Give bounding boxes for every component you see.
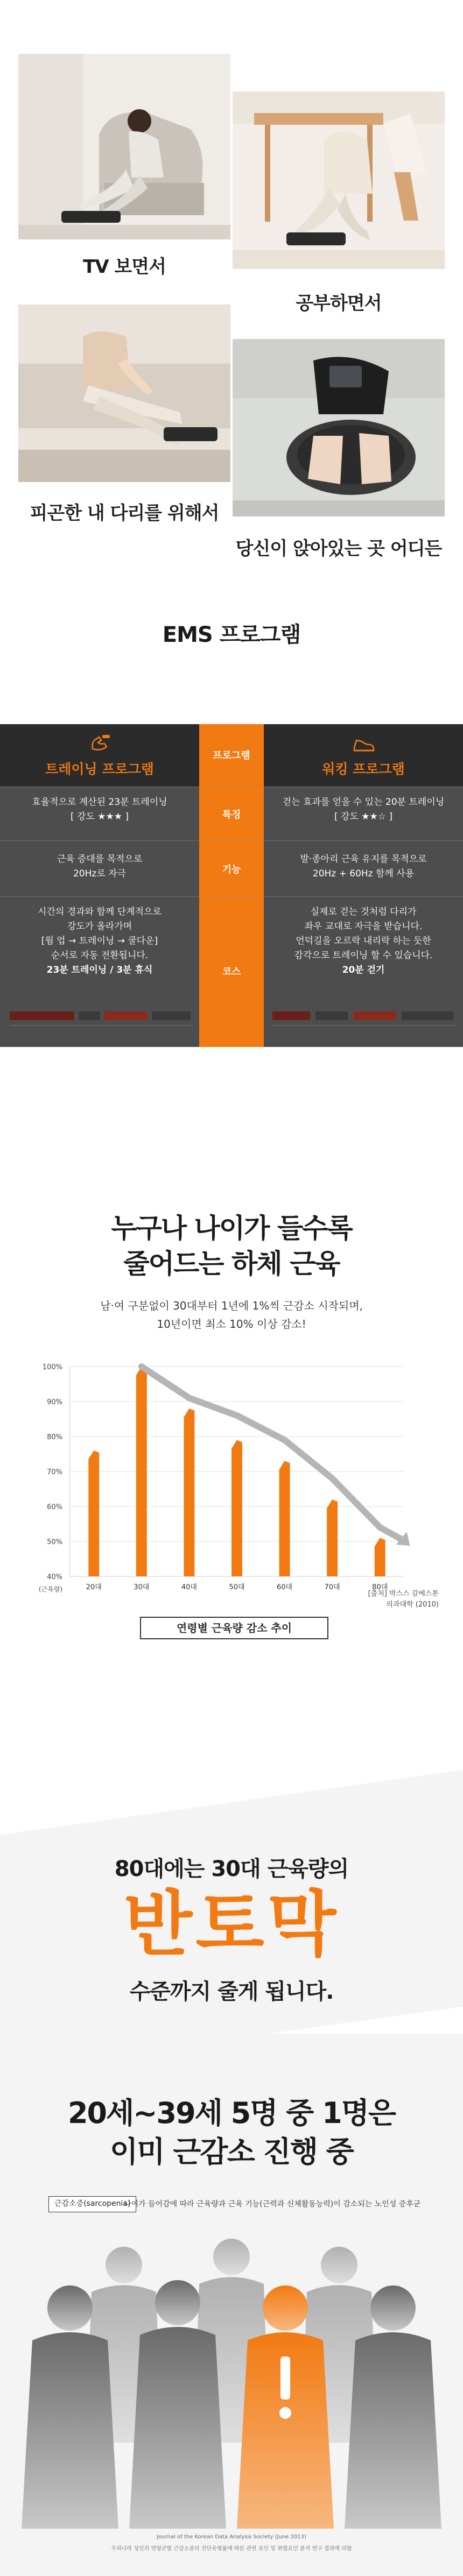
usage-photo-tv	[18, 54, 230, 239]
usage-photo-anywhere	[233, 339, 445, 516]
training-header	[0, 724, 199, 787]
caption-tired-legs: 피곤한 내 다리를 위해서	[30, 503, 219, 524]
chart-bar	[232, 1440, 242, 1577]
walking-course-diagram	[272, 1010, 455, 1032]
row-label-function: 기능	[222, 864, 241, 875]
sarcopenia-tag: 근감소증(sarcopenia)	[48, 2196, 136, 2212]
walking-course-line: 언덕길을 오르락 내리락 하는 듯한	[296, 936, 431, 946]
row-divider	[0, 896, 463, 897]
muscle-title-line-1: 누구나 나이가 들수록	[111, 1213, 352, 1244]
training-function	[0, 852, 199, 881]
walking-feature	[264, 795, 463, 824]
usage-photo-study	[233, 91, 445, 269]
chart-x-tick: 50대	[229, 1583, 245, 1591]
ems-comparison-table	[0, 724, 463, 1047]
walking-header-label: 워킹 프로그램	[322, 761, 405, 777]
muscle-sub-line-1: 남·여 구분없이 30대부터 1년에 1%씩 근감소 시작되며,	[100, 1299, 363, 1312]
row-label-feature: 특징	[222, 809, 241, 820]
training-course-line: 순서로 자동 전환됩니다.	[51, 950, 149, 961]
chart-y-tick: 80%	[47, 1433, 62, 1441]
row-label-course: 코스	[222, 966, 241, 978]
chart-x-tick: 60대	[277, 1583, 293, 1591]
training-header-label: 트레이닝 프로그램	[45, 761, 154, 777]
chart-bar	[136, 1367, 147, 1576]
chart-bar	[375, 1538, 385, 1577]
chart-x-tick: 40대	[181, 1583, 197, 1591]
chart-y-tick: 40%	[47, 1573, 62, 1581]
training-feature	[0, 795, 199, 824]
sarco-title-line-1: 20세~39세 5명 중 1명은	[67, 2096, 396, 2130]
muscle-chart-svg	[27, 1350, 458, 1619]
chart-trend-line	[142, 1367, 402, 1539]
training-course-line: 강도가 올라가며	[67, 921, 132, 932]
walking-course-line: 실제로 걷는 것처럼 다리가	[310, 907, 417, 917]
walking-function-line: 20Hz + 60Hz 함께 사용	[312, 868, 415, 879]
eighty-line-3: 수준까지 줄게 됩니다.	[129, 1979, 334, 2004]
training-course-diagram	[10, 1010, 193, 1032]
sarcopenia-section	[0, 2034, 463, 2576]
people-silhouettes	[0, 2227, 463, 2576]
muscle-decline-section	[0, 1211, 463, 1684]
eighty-highlight: 반토막	[123, 1883, 340, 1966]
chart-y-label: (근육량)	[38, 1586, 62, 1593]
chart-source-line: 의과대학 (2010)	[386, 1601, 439, 1609]
chart-source-line: [출처] 박스스 갈베스톤	[368, 1590, 439, 1598]
chart-bar	[88, 1450, 99, 1576]
chart-y-tick: 70%	[47, 1468, 62, 1476]
training-feature-strength: [ 강도 ★★★ ]	[70, 811, 129, 822]
chart-x-tick: 80대	[372, 1583, 388, 1591]
ems-program-section	[0, 570, 463, 1055]
category-column	[199, 724, 264, 1047]
row-label-program: 프로그램	[213, 750, 250, 761]
sarco-reference-1: Journal of the Korean Data Analysis Society (June 2013)	[157, 2534, 306, 2540]
chart-x-tick: 70대	[324, 1583, 340, 1591]
eighty-line-1: 80대에는 30대 근육량의	[114, 1857, 349, 1881]
walking-header	[264, 724, 463, 787]
walking-course-line: 좌우 교대로 자극을 받습니다.	[304, 921, 423, 932]
people-silhouette-illustration	[0, 2227, 463, 2576]
dumbbell-arm-icon	[88, 733, 112, 754]
walking-feature-line: 걷는 효과를 얻을 수 있는 20분 트레이닝	[282, 797, 445, 808]
sneaker-icon	[352, 733, 376, 754]
chart-y-tick: 60%	[47, 1503, 62, 1511]
row-divider	[0, 840, 463, 841]
training-course-duration: 23분 트레이닝 / 3분 휴식	[46, 965, 153, 975]
chart-x-tick: 20대	[86, 1583, 102, 1591]
sarcopenia-definition: 나이가 들어감에 따라 근육량과 근육 기능(근력과 신체활동능력)이 감소되는 노인성 증후군	[124, 2200, 421, 2209]
walking-function-line: 발·종아리 근육 유지를 목적으로	[300, 854, 427, 865]
training-feature-line: 효율적으로 계산된 23분 트레이닝	[32, 797, 167, 808]
chart-y-tick: 90%	[47, 1398, 62, 1406]
chart-bar	[279, 1461, 290, 1577]
walking-course-duration: 20분 걷기	[342, 965, 385, 975]
muscle-chart	[27, 1350, 458, 1652]
chart-bar	[327, 1499, 338, 1576]
muscle-sub-line-2: 10년이면 최소 10% 이상 감소!	[157, 1318, 306, 1331]
caption-anywhere: 당신이 앉아있는 곳 어디든	[235, 538, 442, 560]
walking-function	[264, 852, 463, 881]
usage-section	[0, 0, 463, 570]
walking-course	[264, 905, 463, 978]
chart-legend-box: 연령별 근육량 감소 추이	[140, 1617, 328, 1639]
muscle-title-line-2: 줄어드는 하체 근육	[123, 1248, 340, 1279]
chart-y-tick: 50%	[47, 1538, 62, 1546]
caption-tv: TV 보면서	[83, 256, 166, 278]
sarco-reference-2: 우리나라 성인의 연령군별 근감소증의 진단유병률에 따른 관련 요인 및 위험요인 분석 연구 결과에 의함	[111, 2546, 352, 2552]
training-function-line: 근육 증대를 목적으로	[57, 854, 143, 865]
training-course-line: 시간의 경과와 함께 단계적으로	[38, 907, 162, 917]
walking-course-line: 감각으로 트레이닝 할 수 있습니다.	[294, 950, 433, 961]
ems-title: EMS 프로그램	[162, 622, 301, 647]
caption-study: 공부하면서	[296, 293, 382, 314]
eighty-section	[0, 1684, 463, 2034]
chart-y-tick: 100%	[42, 1363, 62, 1371]
walking-feature-strength: [ 강도 ★★☆ ]	[334, 811, 393, 822]
chart-x-tick: 30대	[134, 1583, 150, 1591]
sarco-title-line-2: 이미 근감소 진행 중	[110, 2135, 353, 2169]
training-course	[0, 905, 199, 978]
training-course-line: [웜 업 → 트레이닝 → 쿨다운]	[41, 936, 158, 946]
chart-bar	[184, 1409, 194, 1576]
usage-photo-tired-legs	[18, 305, 230, 482]
training-function-line: 20Hz로 자극	[73, 868, 126, 879]
